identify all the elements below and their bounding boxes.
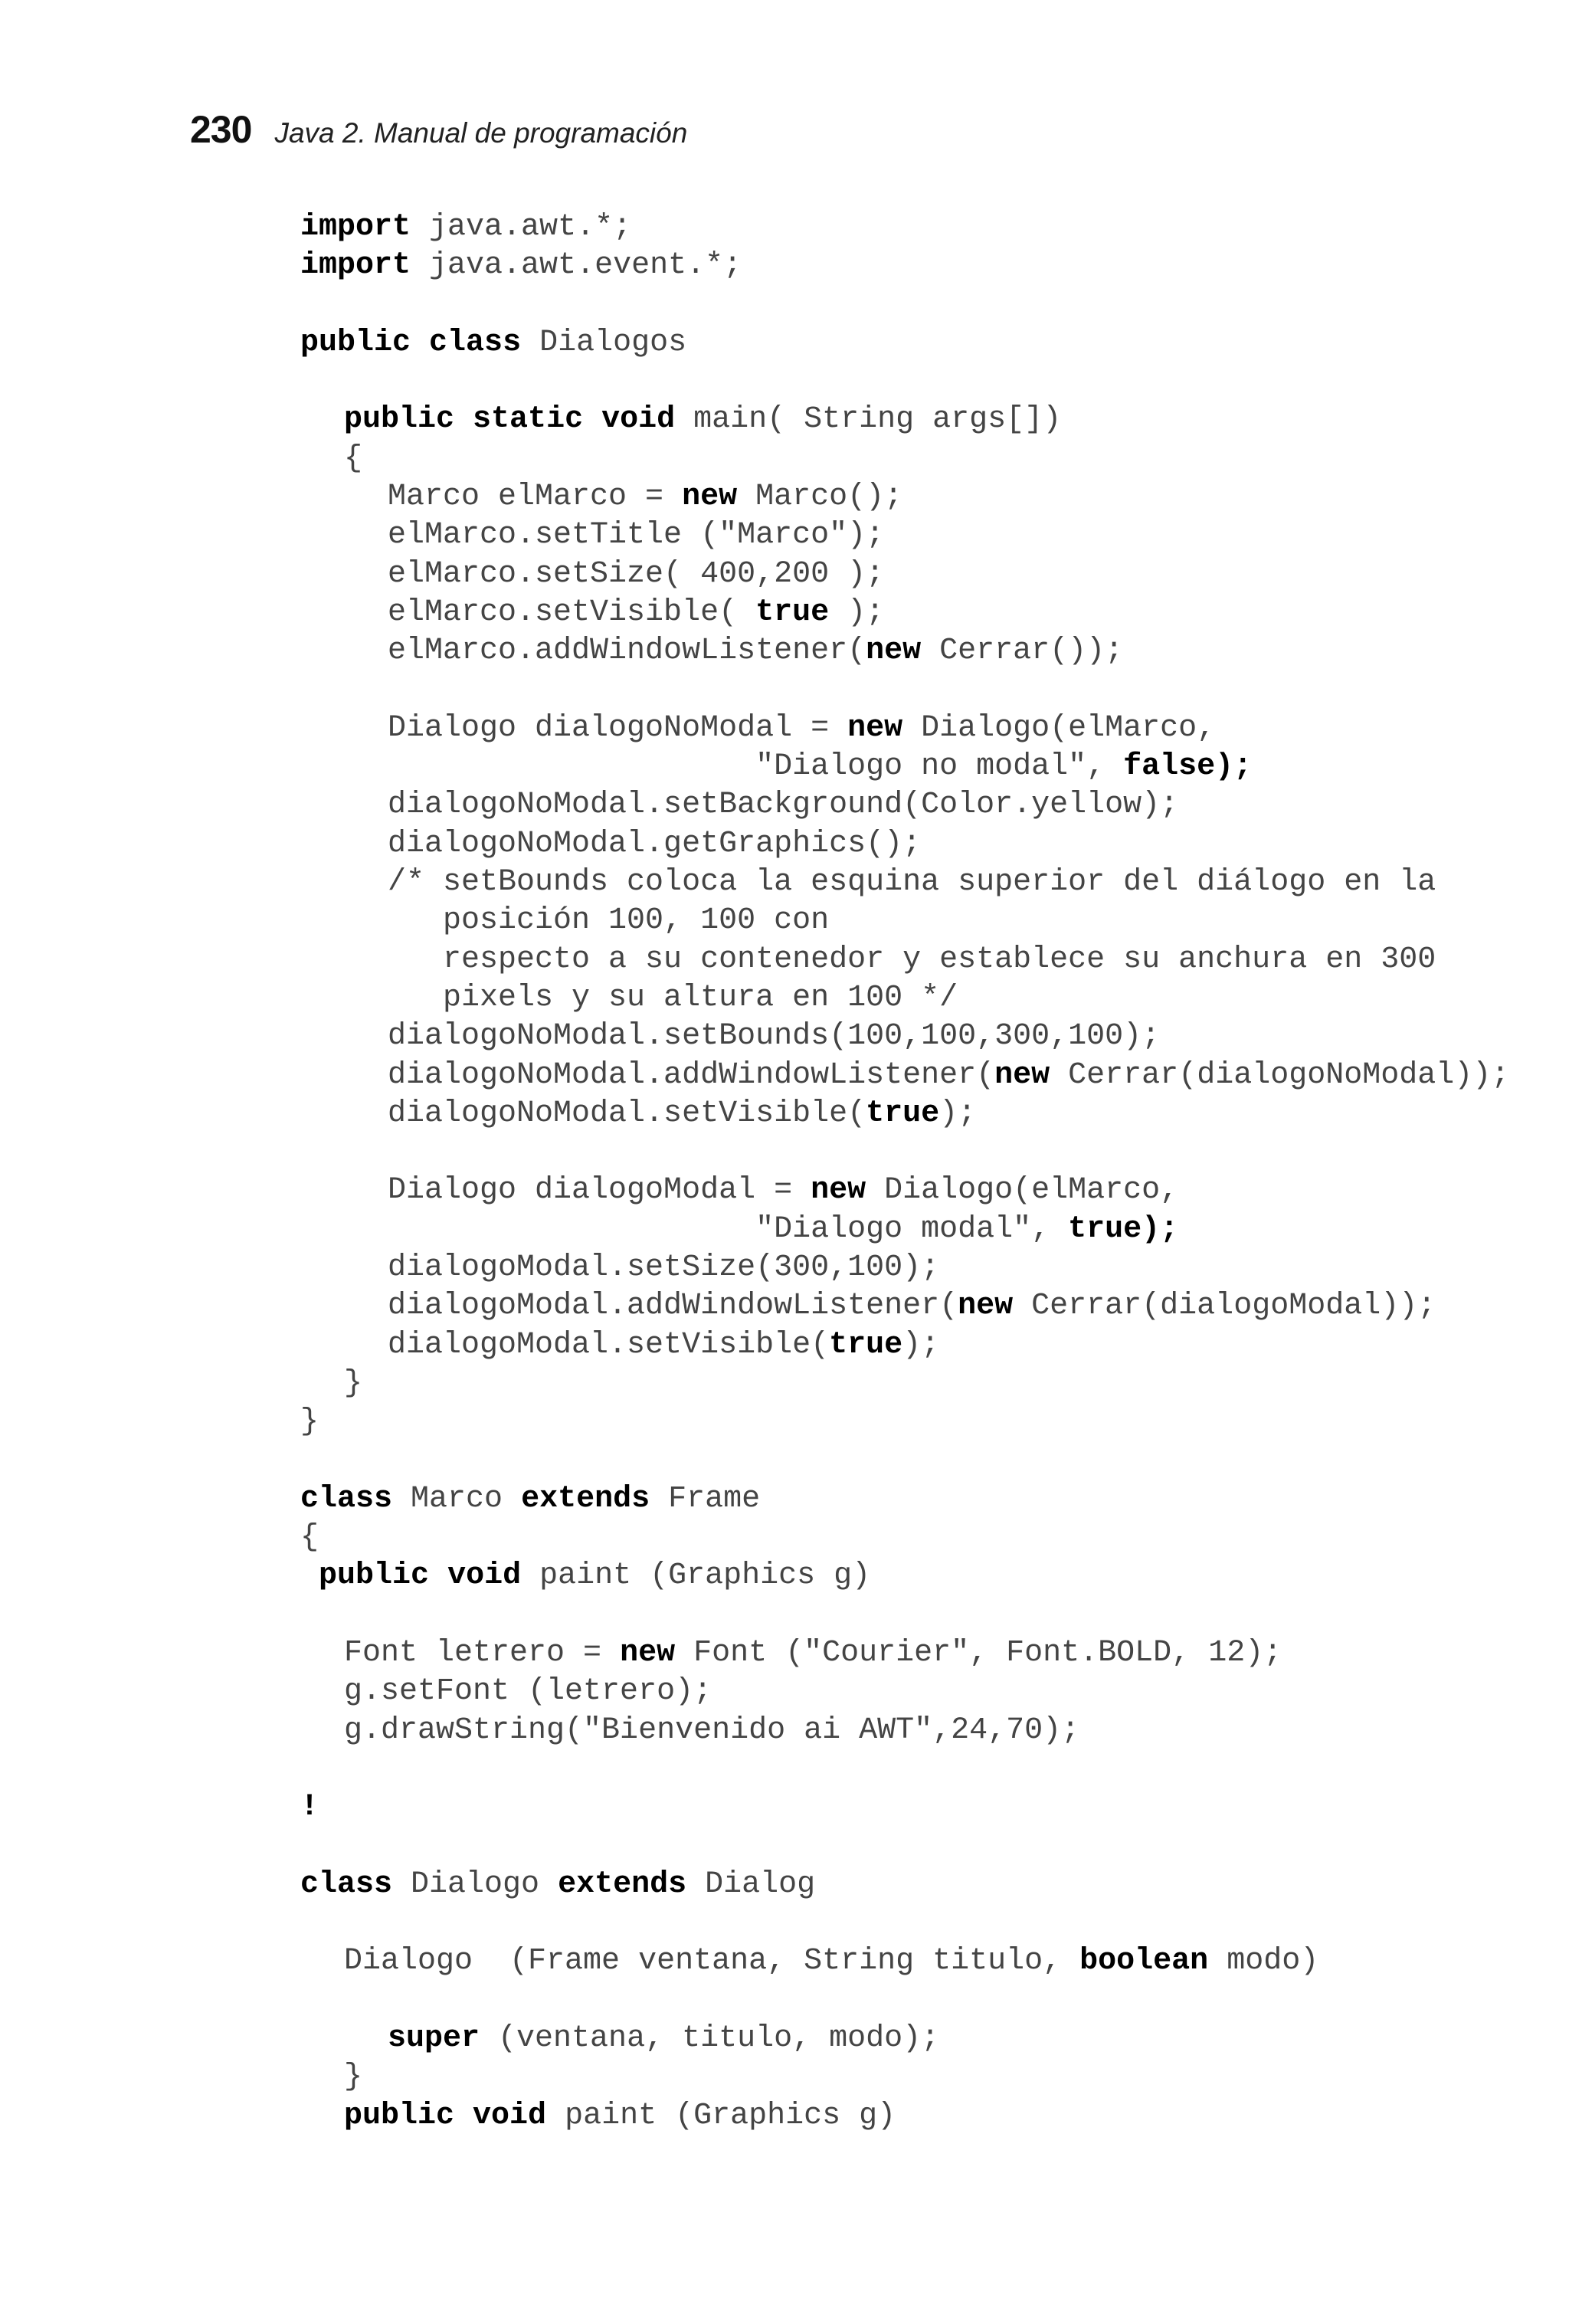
code-keyword: class <box>300 1867 393 1902</box>
code-line <box>300 1712 1509 1750</box>
code-text: } <box>300 1405 319 1440</box>
code-line <box>300 902 1509 940</box>
code-line <box>300 1788 1509 1827</box>
code-text: Marco <box>392 1481 522 1516</box>
code-text: Dialog <box>686 1867 816 1902</box>
code-listing <box>300 208 1509 2136</box>
code-keyword: public <box>344 402 455 438</box>
code-keyword: new <box>811 1173 866 1208</box>
code-line <box>300 286 1509 324</box>
code-text: "Dialogo no modal", <box>388 749 1124 785</box>
code-line <box>300 324 1509 362</box>
page-header <box>190 107 687 152</box>
code-text: pixels y su altura en 100 */ <box>388 980 958 1015</box>
code-keyword: super <box>388 2021 480 2056</box>
code-line <box>300 1866 1509 1904</box>
code-text: Cerrar(dialogoNoModal)); <box>1050 1057 1510 1093</box>
code-line <box>300 478 1509 516</box>
code-text: elMarco.addWindowListener( <box>388 634 866 669</box>
code-line <box>300 1981 1509 2020</box>
code-text: elMarco.setVisible( <box>388 595 756 630</box>
code-line <box>300 1095 1509 1133</box>
code-line <box>300 440 1509 478</box>
code-keyword: new <box>847 710 903 746</box>
code-text: Frame <box>650 1481 761 1516</box>
code-keyword: void <box>447 1559 522 1594</box>
code-keyword: new <box>958 1289 1014 1324</box>
code-line <box>300 941 1509 979</box>
code-line <box>300 1519 1509 1557</box>
code-keyword: ! <box>300 1790 319 1825</box>
code-text: g.drawString("Bienvenido ai AWT",24,70); <box>344 1713 1080 1748</box>
code-text: Dialogos <box>521 325 687 360</box>
code-line <box>300 2097 1509 2136</box>
code-text: { <box>300 1520 319 1555</box>
code-line <box>300 1557 1509 1595</box>
code-line <box>300 516 1509 555</box>
code-line <box>300 671 1509 710</box>
code-text: Cerrar(dialogoModal)); <box>1013 1289 1436 1324</box>
code-keyword: class <box>300 1481 393 1516</box>
code-line <box>300 748 1509 786</box>
code-line <box>300 1211 1509 1249</box>
code-text: Marco(); <box>737 480 903 515</box>
code-text <box>429 1559 447 1593</box>
code-text: posición 100, 100 con <box>388 903 830 939</box>
code-text: dialogoNoModal.setBackground(Color.yellow); <box>388 788 1179 823</box>
code-text <box>583 402 601 437</box>
code-text: ); <box>939 1096 977 1131</box>
code-keyword: import <box>300 248 411 284</box>
code-line <box>300 1133 1509 1172</box>
code-line <box>300 1018 1509 1056</box>
code-keyword: true <box>866 1096 940 1131</box>
code-keyword: new <box>620 1635 676 1670</box>
code-text: dialogoNoModal.setVisible( <box>388 1096 866 1131</box>
code-line <box>300 1403 1509 1441</box>
code-text: "Dialogo modal", <box>388 1211 1069 1247</box>
code-text: Marco elMarco = <box>388 480 683 515</box>
code-text: dialogoModal.setSize(300,100); <box>388 1251 940 1286</box>
code-keyword: new <box>994 1057 1050 1093</box>
code-line <box>300 2020 1509 2058</box>
code-text: dialogoNoModal.setBounds(100,100,300,100); <box>388 1019 1161 1054</box>
code-keyword: public <box>300 325 411 360</box>
code-keyword: new <box>682 480 738 515</box>
code-text: elMarco.setSize( 400,200 ); <box>388 556 885 592</box>
code-text: ); <box>829 595 885 630</box>
code-line <box>300 1326 1509 1365</box>
code-text: Dialogo dialogoNoModal = <box>388 710 848 746</box>
code-line <box>300 2058 1509 2096</box>
code-keyword: true <box>829 1327 903 1362</box>
code-line <box>300 1596 1509 1634</box>
code-keyword: public <box>319 1559 430 1594</box>
code-line <box>300 208 1509 247</box>
code-text: Cerrar()); <box>921 634 1124 669</box>
code-keyword: void <box>601 402 676 438</box>
code-line <box>300 710 1509 748</box>
code-line <box>300 786 1509 824</box>
code-text: main( String args[]) <box>675 402 1062 438</box>
code-text: Font letrero = <box>344 1635 621 1670</box>
code-text: modo) <box>1208 1944 1319 1979</box>
code-line <box>300 632 1509 670</box>
code-keyword: import <box>300 210 411 244</box>
code-line <box>300 1365 1509 1403</box>
code-text: (ventana, titulo, modo); <box>480 2021 940 2056</box>
code-keyword: public <box>344 2098 455 2133</box>
code-line <box>300 594 1509 632</box>
code-text: { <box>344 441 363 476</box>
code-text: /* setBounds coloca la esquina superior del diálogo en la <box>388 865 1436 900</box>
code-line <box>300 1172 1509 1210</box>
code-line <box>300 864 1509 902</box>
code-text <box>454 402 473 437</box>
code-keyword: new <box>866 634 922 669</box>
code-line <box>300 1442 1509 1480</box>
code-text: } <box>344 2060 363 2095</box>
code-keyword: true <box>755 595 830 630</box>
code-text: Font ("Courier", Font.BOLD, 12); <box>675 1635 1282 1670</box>
code-text: respecto a su contenedor y establece su anchura en 300 <box>388 942 1436 977</box>
code-text: Dialogo(elMarco, <box>902 710 1216 746</box>
code-keyword: static <box>473 402 584 438</box>
code-keyword: extends <box>558 1867 687 1902</box>
code-text: dialogoModal.addWindowListener( <box>388 1289 958 1324</box>
code-keyword: false); <box>1123 749 1253 785</box>
code-text <box>454 2099 473 2133</box>
code-text <box>411 326 429 360</box>
code-keyword: boolean <box>1079 1944 1209 1979</box>
code-text: } <box>344 1365 363 1401</box>
code-keyword: true); <box>1068 1211 1179 1247</box>
code-line <box>300 979 1509 1018</box>
code-text: Dialogo(elMarco, <box>866 1173 1179 1208</box>
code-text: java.awt.*; <box>411 210 632 244</box>
code-line <box>300 247 1509 285</box>
code-text: elMarco.setTitle ("Marco"); <box>388 518 885 553</box>
code-line <box>300 1904 1509 1942</box>
code-text: paint (Graphics g) <box>546 2098 896 2133</box>
code-line <box>300 1480 1509 1519</box>
code-text: paint (Graphics g) <box>521 1559 871 1594</box>
code-keyword: class <box>429 325 522 360</box>
code-line <box>300 362 1509 401</box>
code-text <box>300 1559 319 1593</box>
code-line <box>300 1942 1509 1981</box>
code-line <box>300 556 1509 594</box>
code-line <box>300 401 1509 439</box>
code-text: g.setFont (letrero); <box>344 1674 712 1709</box>
code-text: dialogoModal.setVisible( <box>388 1327 830 1362</box>
code-line <box>300 1287 1509 1326</box>
code-text: Dialogo (Frame ventana, String titulo, <box>344 1944 1080 1979</box>
code-line <box>300 1750 1509 1788</box>
code-line <box>300 825 1509 864</box>
book-title: Java 2. Manual de programación <box>274 117 688 149</box>
code-text: dialogoNoModal.getGraphics(); <box>388 826 922 861</box>
code-line <box>300 1634 1509 1673</box>
code-line <box>300 1827 1509 1865</box>
code-keyword: extends <box>521 1481 650 1516</box>
code-text: Dialogo <box>392 1867 558 1902</box>
code-text: ); <box>902 1327 940 1362</box>
code-line <box>300 1673 1509 1711</box>
code-line <box>300 1249 1509 1287</box>
code-text: Dialogo dialogoModal = <box>388 1173 811 1208</box>
page-number: 230 <box>190 108 252 151</box>
code-text: dialogoNoModal.addWindowListener( <box>388 1057 995 1093</box>
code-keyword: void <box>473 2098 547 2133</box>
code-text: java.awt.event.*; <box>411 248 742 284</box>
code-line <box>300 1057 1509 1095</box>
